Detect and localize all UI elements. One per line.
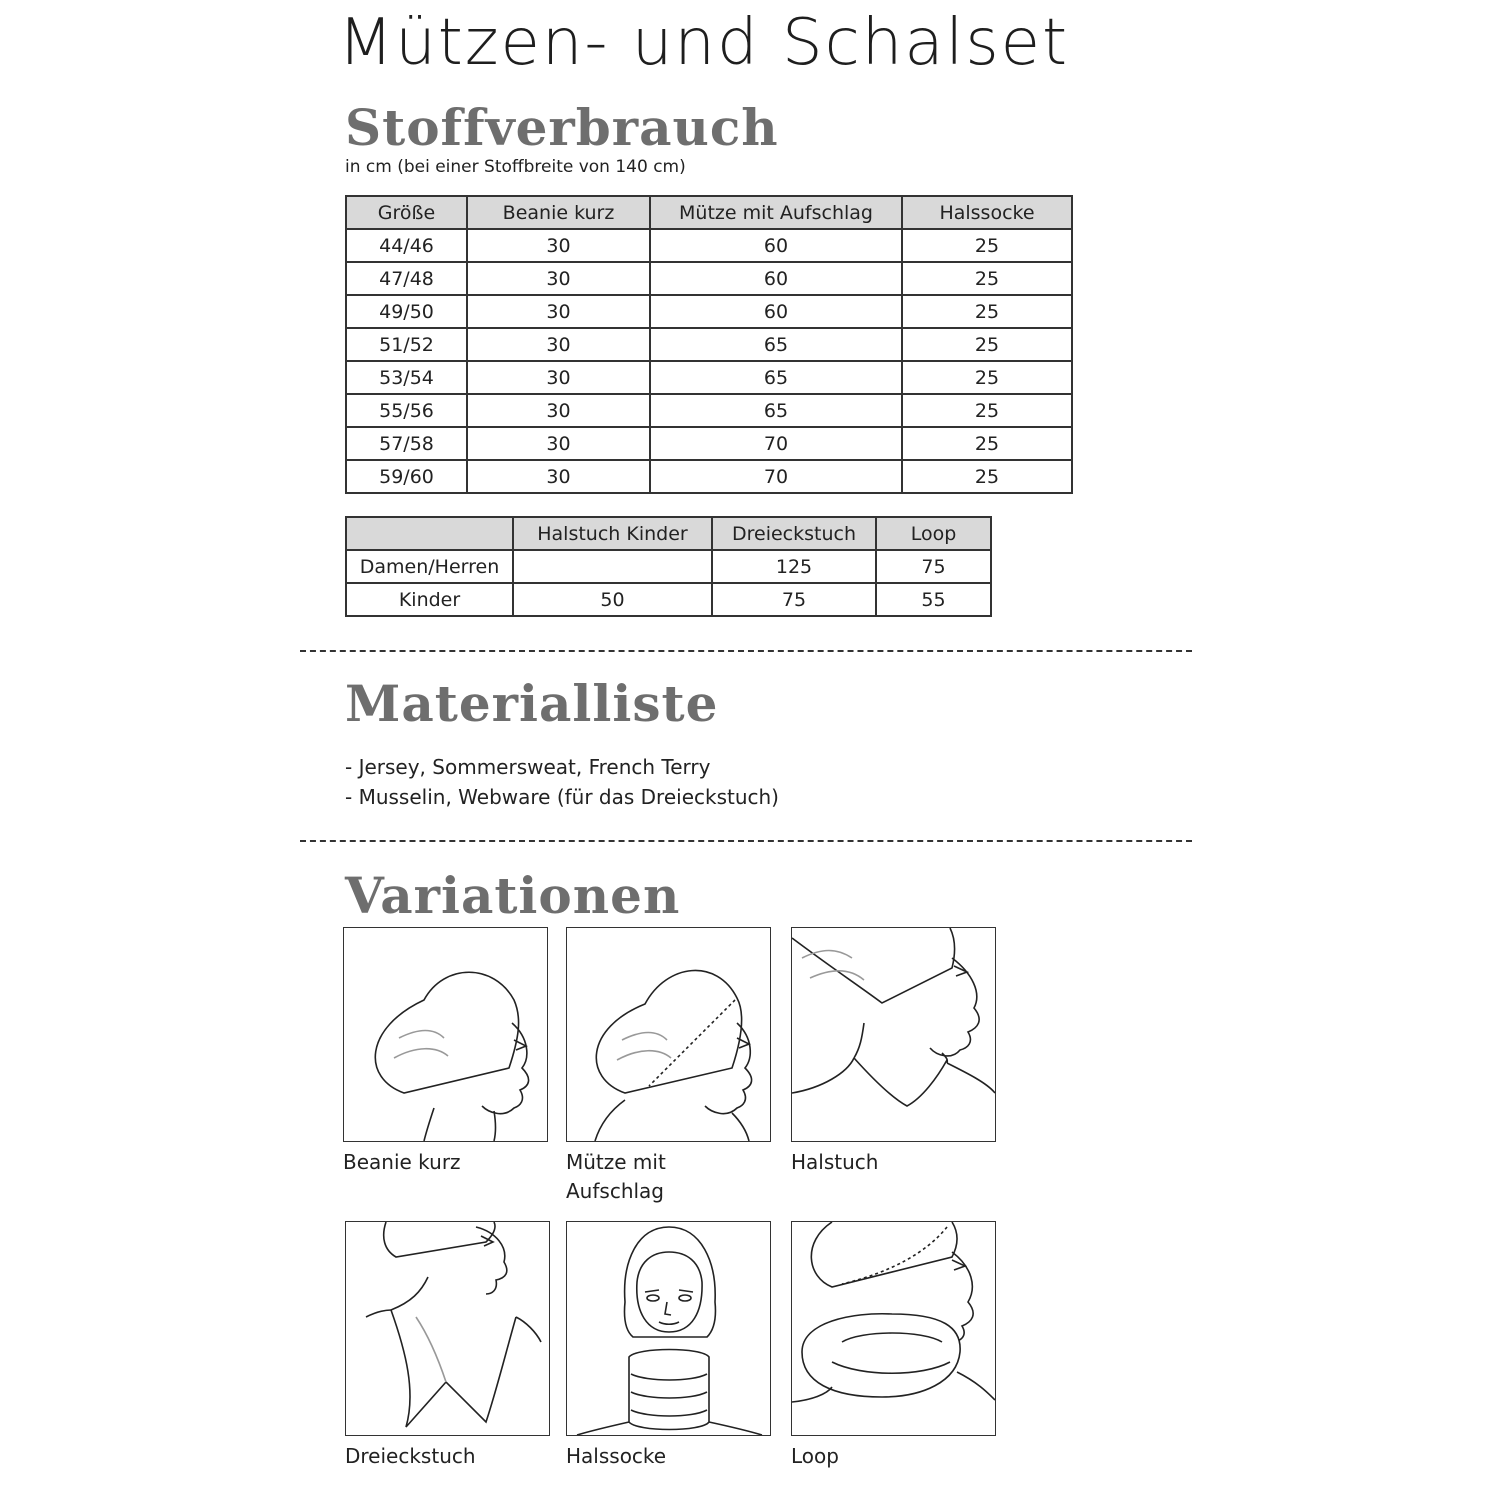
table-cell: 30 [467,460,650,493]
table-cell: 25 [902,328,1072,361]
list-item: - Jersey, Sommersweat, French Terry [345,755,711,779]
section-divider [300,840,1192,842]
table-cell: 65 [650,394,902,427]
table-cell: 60 [650,229,902,262]
table-cell: 44/46 [346,229,467,262]
cuffed-hat-illustration-icon [566,927,771,1142]
table-row [346,583,991,616]
table-row [346,460,1072,493]
table-row [346,550,991,583]
table-header-row [346,196,1072,229]
variation-caption [345,1442,476,1471]
table-cell: Kinder [346,583,513,616]
table-row [346,295,1072,328]
beanie-short-illustration-icon [343,927,548,1142]
caption-line: Mütze mit [566,1150,666,1174]
table-cell: 60 [650,262,902,295]
table-cell: 30 [467,361,650,394]
table-cell: 75 [876,550,991,583]
loop-scarf-illustration-icon [791,1221,996,1436]
list-item: - Musselin, Webware (für das Dreieckstuch) [345,785,779,809]
table-cell: 30 [467,394,650,427]
variation-caption [343,1148,461,1177]
table-cell: 55/56 [346,394,467,427]
table-cell: 25 [902,361,1072,394]
fabric-unit-note: in cm (bei einer Stoffbreite von 140 cm) [345,157,686,177]
table-cell: 125 [712,550,876,583]
table-cell: 30 [467,295,650,328]
column-header: Halssocke [902,196,1072,229]
variation-caption [791,1442,839,1471]
table-cell: 65 [650,361,902,394]
table-cell: 30 [467,262,650,295]
size-fabric-table [345,195,1073,494]
table-cell: 47/48 [346,262,467,295]
variations-heading: Variationen [345,866,681,925]
column-header [346,517,513,550]
table-row [346,394,1072,427]
table-row [346,229,1072,262]
table-cell [513,550,712,583]
neckerchief-illustration-icon [791,927,996,1142]
caption-line: Halstuch [791,1150,879,1174]
table-cell: 49/50 [346,295,467,328]
table-cell: 57/58 [346,427,467,460]
caption-line: Dreieckstuch [345,1444,476,1468]
table-cell: 25 [902,394,1072,427]
column-header: Loop [876,517,991,550]
variation-caption [791,1148,878,1177]
caption-line: Aufschlag [566,1179,664,1203]
table-cell: 25 [902,427,1072,460]
table-cell: 70 [650,460,902,493]
table-cell: 25 [902,229,1072,262]
table-row [346,427,1072,460]
table-cell: 70 [650,427,902,460]
table-row [346,361,1072,394]
variation-caption [566,1442,666,1471]
table-header-row [346,517,991,550]
table-cell: 25 [902,295,1072,328]
table-cell: 30 [467,328,650,361]
materials-heading: Materialliste [345,674,719,733]
column-header: Größe [346,196,467,229]
table-cell: 50 [513,583,712,616]
table-cell: 25 [902,262,1072,295]
table-cell: 59/60 [346,460,467,493]
triangle-scarf-illustration-icon [345,1221,550,1436]
materials-list [345,752,779,812]
table-cell: 51/52 [346,328,467,361]
table-cell: 30 [467,427,650,460]
neck-tube-illustration-icon [566,1221,771,1436]
page-title: Mützen- und Schalset [338,6,1070,80]
column-header: Mütze mit Aufschlag [650,196,902,229]
column-header: Halstuch Kinder [513,517,712,550]
caption-line: Halssocke [566,1444,667,1468]
table-cell: 65 [650,328,902,361]
table-cell: 75 [712,583,876,616]
table-cell: 55 [876,583,991,616]
table-cell: 53/54 [346,361,467,394]
column-header: Dreieckstuch [712,517,876,550]
table-cell: 25 [902,460,1072,493]
caption-line: Beanie kurz [343,1150,461,1174]
table-row [346,262,1072,295]
fabric-heading: Stoffverbrauch [345,98,779,157]
section-divider [300,650,1192,652]
caption-line: Loop [791,1444,839,1468]
variation-caption [566,1148,666,1206]
table-cell: 60 [650,295,902,328]
scarf-fabric-table [345,516,992,617]
column-header: Beanie kurz [467,196,650,229]
table-row [346,328,1072,361]
table-cell: 30 [467,229,650,262]
table-cell: Damen/Herren [346,550,513,583]
